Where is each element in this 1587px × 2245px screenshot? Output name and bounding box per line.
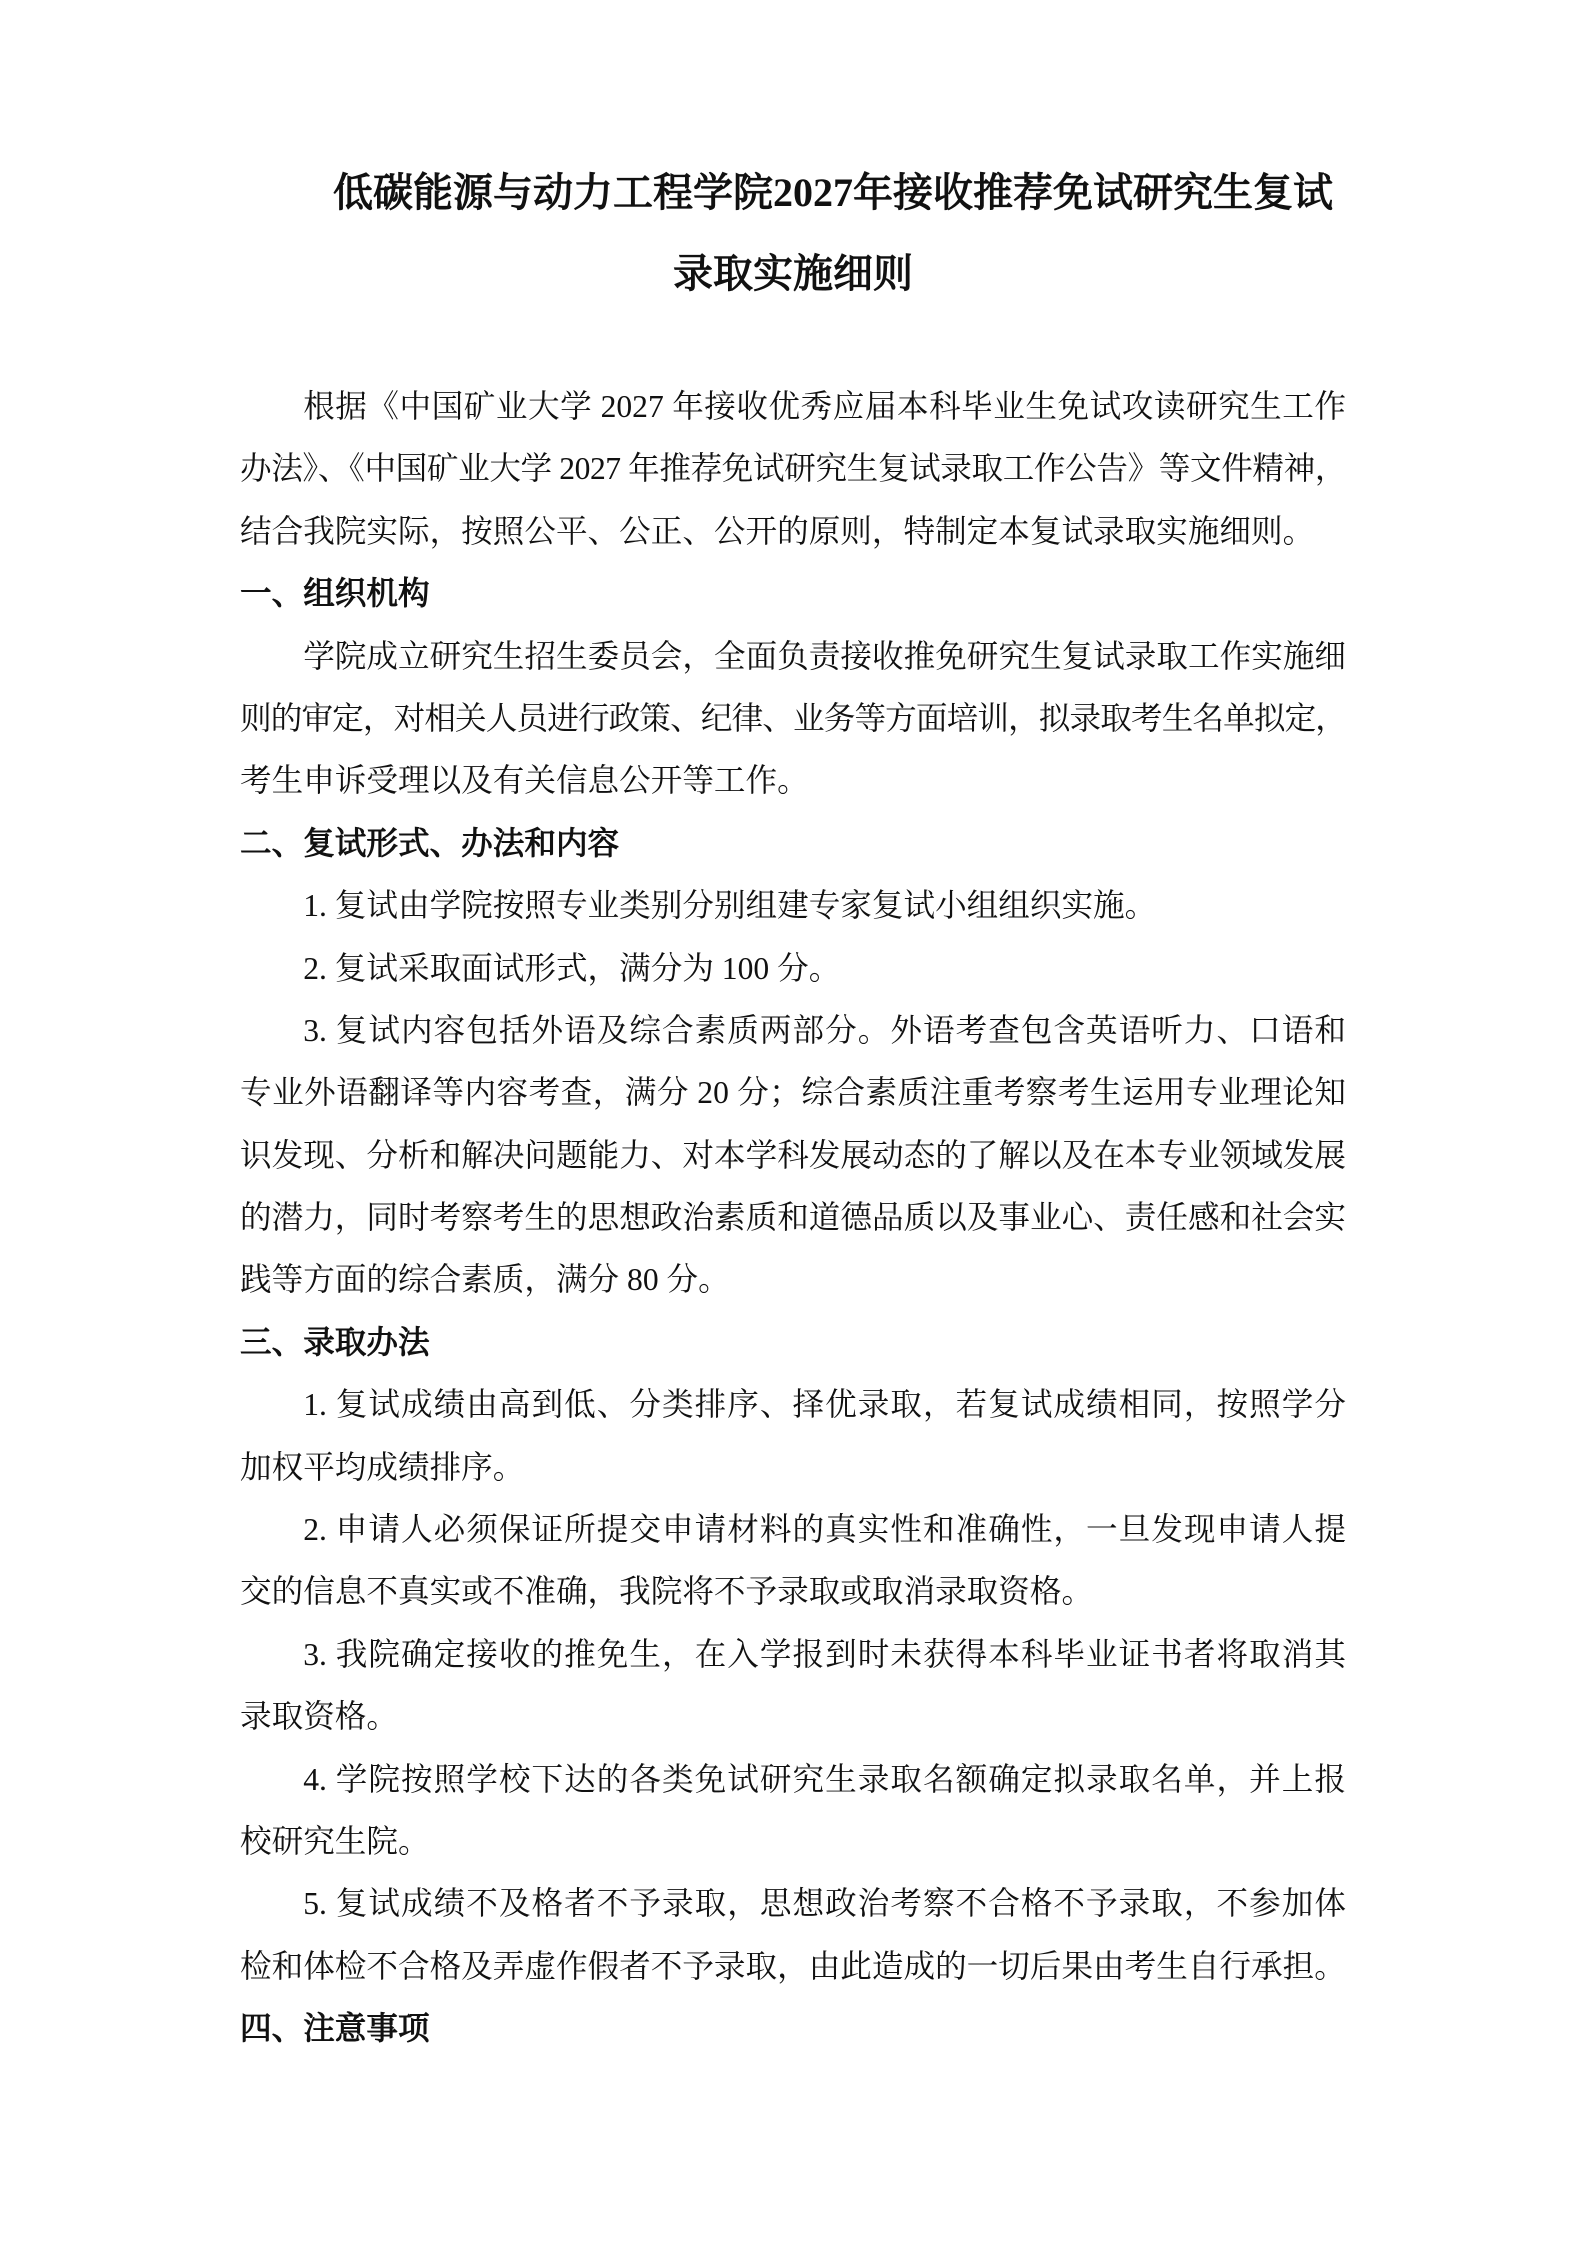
item-line: 5. 复试成绩不及格者不予录取，思想政治考察不合格不予录取，不参加体	[303, 1886, 1346, 1922]
section-paragraph	[240, 626, 1346, 813]
section-organization	[240, 563, 1346, 813]
document-title	[240, 152, 1346, 314]
section-heading: 二、复试形式、办法和内容	[240, 825, 620, 861]
title-line-2: 录取实施细则	[673, 251, 913, 296]
item-line: 加权平均成绩排序。	[240, 1449, 525, 1485]
item-line: 3. 复试内容包括外语及综合素质两部分。外语考查包含英语听力、口语和	[303, 1012, 1346, 1048]
numbered-item	[240, 1749, 1346, 1874]
item-line: 1. 复试成绩由高到低、分类排序、择优录取，若复试成绩相同，按照学分	[303, 1387, 1346, 1423]
item-line: 录取资格。	[240, 1699, 398, 1735]
intro-paragraph	[240, 376, 1346, 563]
item-line: 1. 复试由学院按照专业类别分别组建专家复试小组组织实施。	[303, 888, 1157, 924]
item-line: 校研究生院。	[240, 1823, 430, 1859]
item-line: 践等方面的综合素质，满分 80 分。	[240, 1262, 730, 1298]
paragraph-line: 则的审定，对相关人员进行政策、纪律、业务等方面培训，拟录取考生名单拟定，	[240, 700, 1346, 736]
section-interview-format	[240, 813, 1346, 1312]
item-line: 交的信息不真实或不准确，我院将不予录取或取消录取资格。	[240, 1574, 1094, 1610]
title-line-1: 低碳能源与动力工程学院2027年接收推荐免试研究生复试	[333, 170, 1333, 215]
numbered-item	[240, 938, 1346, 1000]
item-line: 检和体检不合格及弄虚作假者不予录取，由此造成的一切后果由考生自行承担。	[240, 1948, 1346, 1984]
document-body	[240, 376, 1346, 2061]
section-heading: 三、录取办法	[240, 1324, 430, 1360]
item-line: 专业外语翻译等内容考查，满分 20 分；综合素质注重考察考生运用专业理论知	[240, 1075, 1346, 1111]
item-line: 2. 申请人必须保证所提交申请材料的真实性和准确性，一旦发现申请人提	[303, 1512, 1346, 1548]
paragraph-line: 学院成立研究生招生委员会，全面负责接收推免研究生复试录取工作实施细	[303, 638, 1346, 674]
item-line: 3. 我院确定接收的推免生，在入学报到时未获得本科毕业证书者将取消其	[303, 1636, 1346, 1672]
numbered-item	[240, 1000, 1346, 1312]
numbered-item	[240, 1624, 1346, 1749]
paragraph-line: 办法》、《中国矿业大学 2027 年推荐免试研究生复试录取工作公告》等文件精神，	[240, 451, 1346, 487]
section-heading: 四、注意事项	[240, 2011, 430, 2047]
numbered-item	[240, 1499, 1346, 1624]
paragraph-line: 考生申诉受理以及有关信息公开等工作。	[240, 763, 809, 799]
paragraph-line: 结合我院实际，按照公平、公正、公开的原则，特制定本复试录取实施细则。	[240, 513, 1315, 549]
numbered-item	[240, 1873, 1346, 1998]
section-notes	[240, 1998, 1346, 2060]
item-line: 2. 复试采取面试形式，满分为 100 分。	[303, 950, 841, 986]
section-heading: 一、组织机构	[240, 576, 430, 612]
numbered-item	[240, 1374, 1346, 1499]
paragraph-line: 根据《中国矿业大学 2027 年接收优秀应届本科毕业生免试攻读研究生工作	[303, 389, 1346, 424]
numbered-item	[240, 875, 1346, 937]
item-line: 的潜力，同时考察考生的思想政治素质和道德品质以及事业心、责任感和社会实	[240, 1200, 1346, 1236]
item-line: 识发现、分析和解决问题能力、对本学科发展动态的了解以及在本专业领域发展	[240, 1137, 1346, 1173]
section-admission-method	[240, 1312, 1346, 1998]
item-line: 4. 学院按照学校下达的各类免试研究生录取名额确定拟录取名单，并上报	[303, 1761, 1346, 1797]
